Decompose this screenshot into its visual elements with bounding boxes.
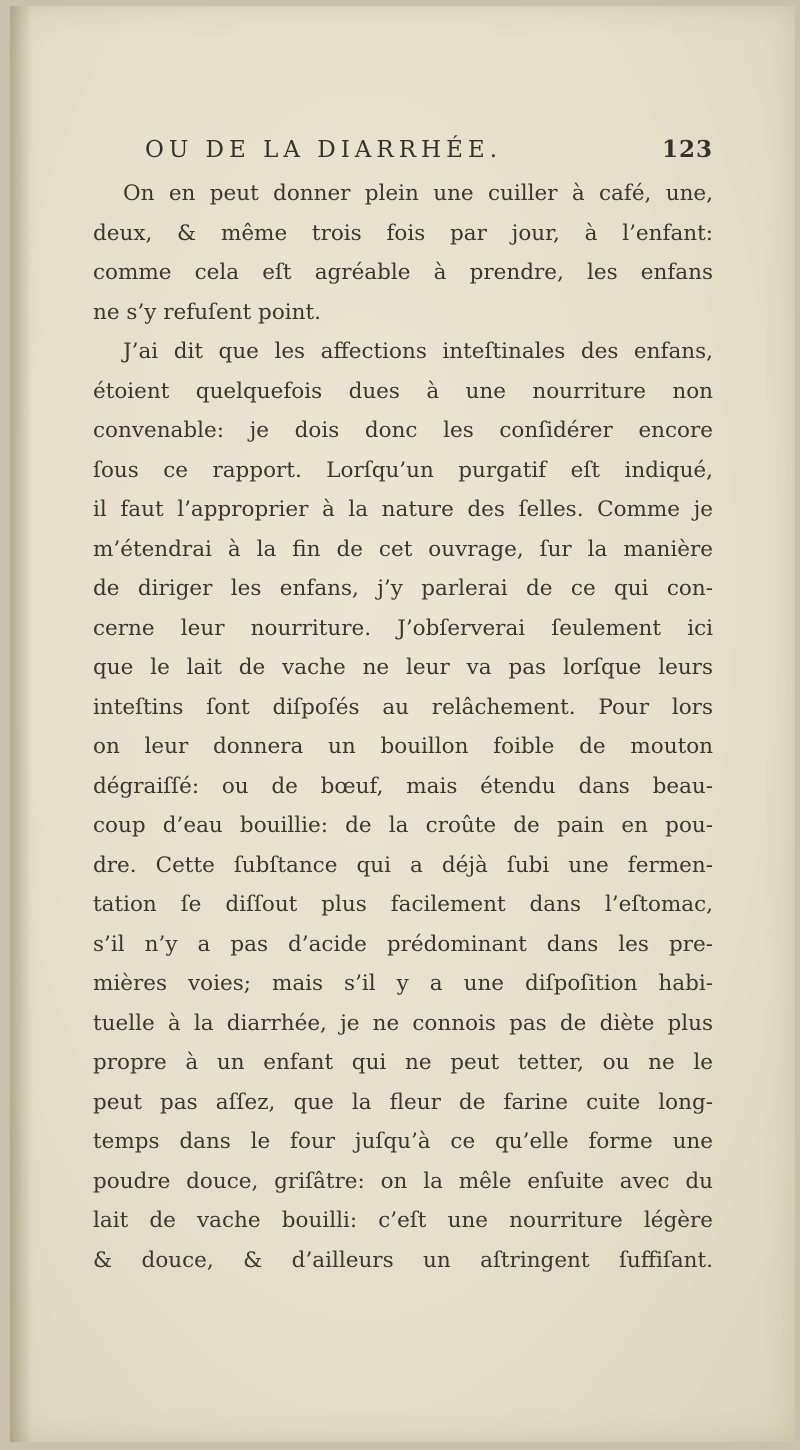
text-line: propre à un enfant qui ne peut tetter, ou ne le xyxy=(93,1050,713,1075)
book-page xyxy=(10,6,795,1442)
text-line: il faut l’approprier à la nature des ſelles. Comme je xyxy=(93,497,713,522)
text-line: temps dans le four juſqu’à ce qu’elle forme une xyxy=(93,1129,713,1154)
text-line: peut pas aſſez, que la fleur de farine cuite long- xyxy=(93,1089,713,1115)
text-line: m’étendrai à la fin de cet ouvrage, ſur la manière xyxy=(93,536,713,562)
text-line: deux, & même trois fois par jour, à l’enfant: xyxy=(93,220,713,246)
text-line: mières voies; mais s’il y a une diſpoſition habi- xyxy=(93,971,713,996)
body-text xyxy=(93,174,713,1280)
text-line: tuelle à la diarrhée, je ne connois pas de diète plus xyxy=(93,1010,713,1036)
text-line: tation ſe diſſout plus facilement dans l’eſtomac, xyxy=(93,892,713,917)
text-line: ne s’y refuſent point. xyxy=(93,299,321,325)
text-line: de diriger les enfans, j’y parlerai de ce qui con- xyxy=(93,576,713,601)
running-head xyxy=(93,126,713,174)
text-line: & douce, & d’ailleurs un aſtringent ſuffiſant. xyxy=(93,1247,713,1273)
text-line: inteſtins ſont diſpoſés au relâchement. Pour lors xyxy=(93,694,713,720)
text-line: dégraiſſé: ou de bœuf, mais étendu dans beau- xyxy=(93,773,713,799)
text-line: convenable: je dois donc les conſidérer encore xyxy=(93,418,713,443)
text-line: coup d’eau bouillie: de la croûte de pain en pou- xyxy=(93,813,713,838)
text-line: dre. Cette ſubſtance qui a déjà ſubi une fermen- xyxy=(93,852,713,878)
text-line: J’ai dit que les affections inteſtinales des enfans, xyxy=(123,339,713,364)
text-line: comme cela eſt agréable à prendre, les enfans xyxy=(93,260,713,285)
text-line: lait de vache bouilli: c’eſt une nourriture légère xyxy=(93,1208,713,1233)
text-line: étoient quelquefois dues à une nourriture non xyxy=(93,378,713,404)
text-line: que le lait de vache ne leur va pas lorſque leurs xyxy=(93,655,713,680)
text-line: s’il n’y a pas d’acide prédominant dans les pre- xyxy=(93,931,713,957)
text-line: poudre douce, griſâtre: on la mêle enſuite avec du xyxy=(93,1168,713,1194)
text-line: ſous ce rapport. Lorſqu’un purgatif eſt indiqué, xyxy=(93,457,713,483)
text-line: cerne leur nourriture. J’obſerverai ſeulement ici xyxy=(93,615,713,641)
running-head-title: OU DE LA DIARRHÉE. xyxy=(145,137,503,163)
page-number: 123 xyxy=(661,136,713,163)
text-line: on leur donnera un bouillon foible de mouton xyxy=(93,734,713,759)
text-block xyxy=(93,126,713,1280)
spine-shadow xyxy=(10,6,32,1442)
text-line: On en peut donner plein une cuiller à café, une, xyxy=(123,181,713,206)
